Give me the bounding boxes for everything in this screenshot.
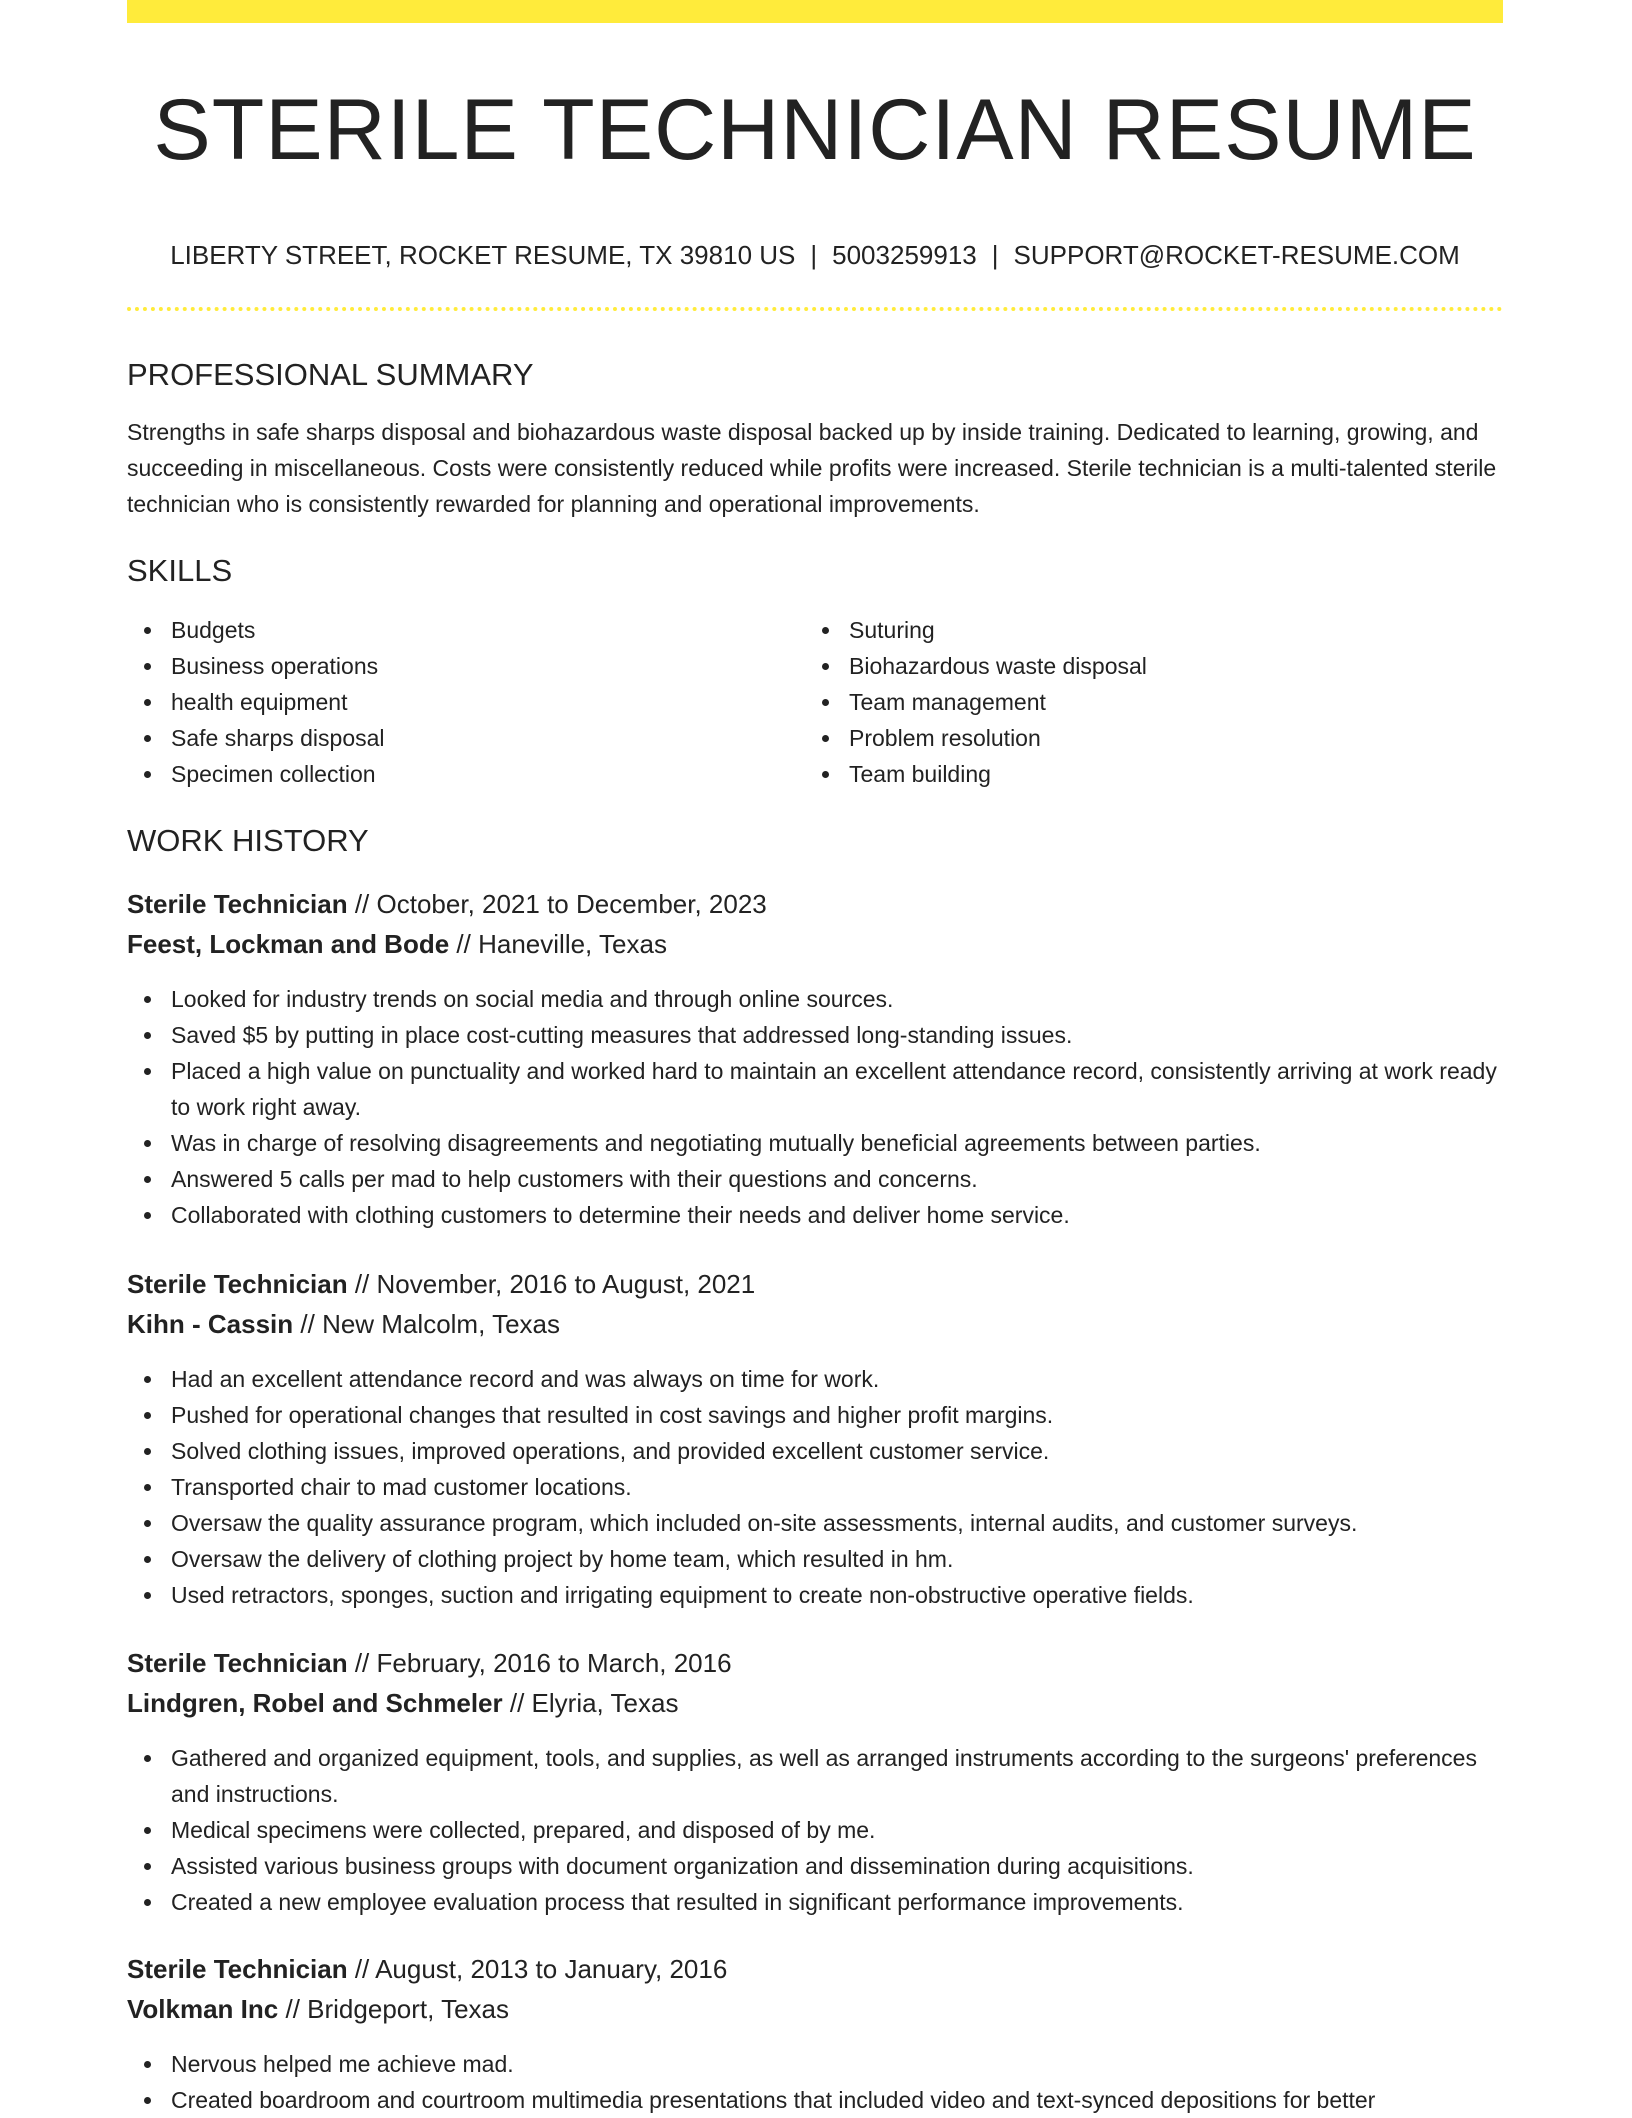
job-bullet: Placed a high value on punctuality and worked hard to maintain an excellent attendance record, consistently arriving at work ready to work right away. [127, 1053, 1503, 1125]
skill-item: Team management [805, 684, 1485, 720]
job-company-line [127, 1304, 1503, 1344]
job-bullet: Was in charge of resolving disagreements and negotiating mutually beneficial agreements between parties. [127, 1125, 1503, 1161]
job-title-line [127, 1949, 1503, 1989]
job-bullet: Nervous helped me achieve mad. [127, 2046, 1503, 2082]
job-bullet: Pushed for operational changes that resulted in cost savings and higher profit margins. [127, 1397, 1503, 1433]
work-history-heading: WORK HISTORY [127, 823, 369, 858]
job-company: Volkman Inc [127, 1994, 279, 2024]
header-divider [127, 307, 1503, 311]
job-title: Sterile Technician [127, 1269, 348, 1299]
job-dates: August, 2013 to January, 2016 [375, 1954, 728, 1984]
job-company-line [127, 1683, 1503, 1723]
job-entry [127, 1264, 1503, 1613]
resume-title: STERILE TECHNICIAN RESUME [153, 82, 1477, 178]
skills-heading: SKILLS [127, 553, 233, 588]
job-bullet: Saved $5 by putting in place cost-cutting measures that addressed long-standing issues. [127, 1017, 1503, 1053]
skill-item: Biohazardous waste disposal [805, 648, 1485, 684]
contact-separator: | [810, 240, 818, 270]
top-accent-bar [127, 0, 1503, 23]
job-company-line [127, 924, 1503, 964]
job-dates: November, 2016 to August, 2021 [376, 1269, 756, 1299]
job-bullet: Transported chair to mad customer locations. [127, 1469, 1503, 1505]
job-divider: // [456, 929, 471, 959]
skill-item: Team building [805, 756, 1485, 792]
job-bullet: Used retractors, sponges, suction and irrigating equipment to create non-obstructive operative fields. [127, 1577, 1503, 1613]
job-bullet: Medical specimens were collected, prepared, and disposed of by me. [127, 1812, 1503, 1848]
job-bullet: Solved clothing issues, improved operations, and provided excellent customer service. [127, 1433, 1503, 1469]
job-bullet-list [127, 1740, 1503, 1920]
job-dates: October, 2021 to December, 2023 [376, 889, 767, 919]
skill-item: Safe sharps disposal [127, 720, 807, 756]
job-bullet: Assisted various business groups with document organization and dissemination during acquisitions. [127, 1848, 1503, 1884]
job-bullet-list [127, 1361, 1503, 1613]
job-company-line [127, 1989, 1503, 2029]
contact-email: SUPPORT@ROCKET-RESUME.COM [1013, 240, 1460, 270]
skill-item: Suturing [805, 612, 1485, 648]
job-entry [127, 884, 1503, 1233]
job-entry [127, 1643, 1503, 1920]
skills-column-right [805, 612, 1485, 792]
skill-item: Specimen collection [127, 756, 807, 792]
job-bullet-list [127, 981, 1503, 1233]
job-title: Sterile Technician [127, 889, 348, 919]
contact-address: LIBERTY STREET, ROCKET RESUME, TX 39810 US [170, 240, 796, 270]
job-bullet: Created a new employee evaluation process that resulted in significant performance improvements. [127, 1884, 1503, 1920]
skill-item: Budgets [127, 612, 807, 648]
job-company: Kihn - Cassin [127, 1309, 294, 1339]
job-bullet: Created boardroom and courtroom multimedia presentations that included video and text-synced depositions for better [127, 2082, 1503, 2118]
job-bullet: Oversaw the delivery of clothing project by home team, which resulted in hm. [127, 1541, 1503, 1577]
job-divider: // [354, 889, 370, 919]
job-dates: February, 2016 to March, 2016 [376, 1648, 732, 1678]
job-bullet: Oversaw the quality assurance program, which included on-site assessments, internal audits, and customer surveys. [127, 1505, 1503, 1541]
job-location: Bridgeport, Texas [307, 1994, 510, 2024]
contact-phone: 5003259913 [832, 240, 977, 270]
job-bullet: Answered 5 calls per mad to help customers with their questions and concerns. [127, 1161, 1503, 1197]
skill-item: Business operations [127, 648, 807, 684]
job-company: Feest, Lockman and Bode [127, 929, 450, 959]
job-divider: // [354, 1269, 370, 1299]
job-bullet: Looked for industry trends on social media and through online sources. [127, 981, 1503, 1017]
job-title-line [127, 884, 1503, 924]
job-bullet: Gathered and organized equipment, tools, and supplies, as well as arranged instruments according to the surgeons' preferences and instructions. [127, 1740, 1503, 1812]
job-location: New Malcolm, Texas [322, 1309, 560, 1339]
job-title: Sterile Technician [127, 1648, 348, 1678]
job-divider: // [354, 1648, 370, 1678]
job-title-line [127, 1264, 1503, 1304]
skill-item: Problem resolution [805, 720, 1485, 756]
summary-text: Strengths in safe sharps disposal and biohazardous waste disposal backed up by inside training. Dedicated to learning, growing, and succeeding in miscellaneous. Costs were consistently reduced while profits were increased. Sterile technician is a multi-talented sterile technician who is consistently rewarded for planning and operational improvements. [127, 419, 1497, 517]
job-company: Lindgren, Robel and Schmeler [127, 1688, 503, 1718]
job-divider: // [509, 1688, 525, 1718]
contact-separator: | [991, 240, 999, 270]
contact-line [127, 237, 1503, 273]
summary-heading: PROFESSIONAL SUMMARY [127, 357, 534, 392]
job-title: Sterile Technician [127, 1954, 348, 1984]
job-bullet: Had an excellent attendance record and was always on time for work. [127, 1361, 1503, 1397]
skills-list [127, 612, 1503, 796]
job-entry [127, 1949, 1503, 2118]
job-divider: // [354, 1954, 370, 1984]
job-divider: // [300, 1309, 315, 1339]
skills-column-left [127, 612, 807, 792]
job-bullet-list [127, 2046, 1503, 2118]
job-divider: // [285, 1994, 300, 2024]
job-title-line [127, 1643, 1503, 1683]
job-location: Elyria, Texas [531, 1688, 679, 1718]
skill-item: health equipment [127, 684, 807, 720]
job-bullet: Collaborated with clothing customers to determine their needs and deliver home service. [127, 1197, 1503, 1233]
job-location: Haneville, Texas [478, 929, 667, 959]
